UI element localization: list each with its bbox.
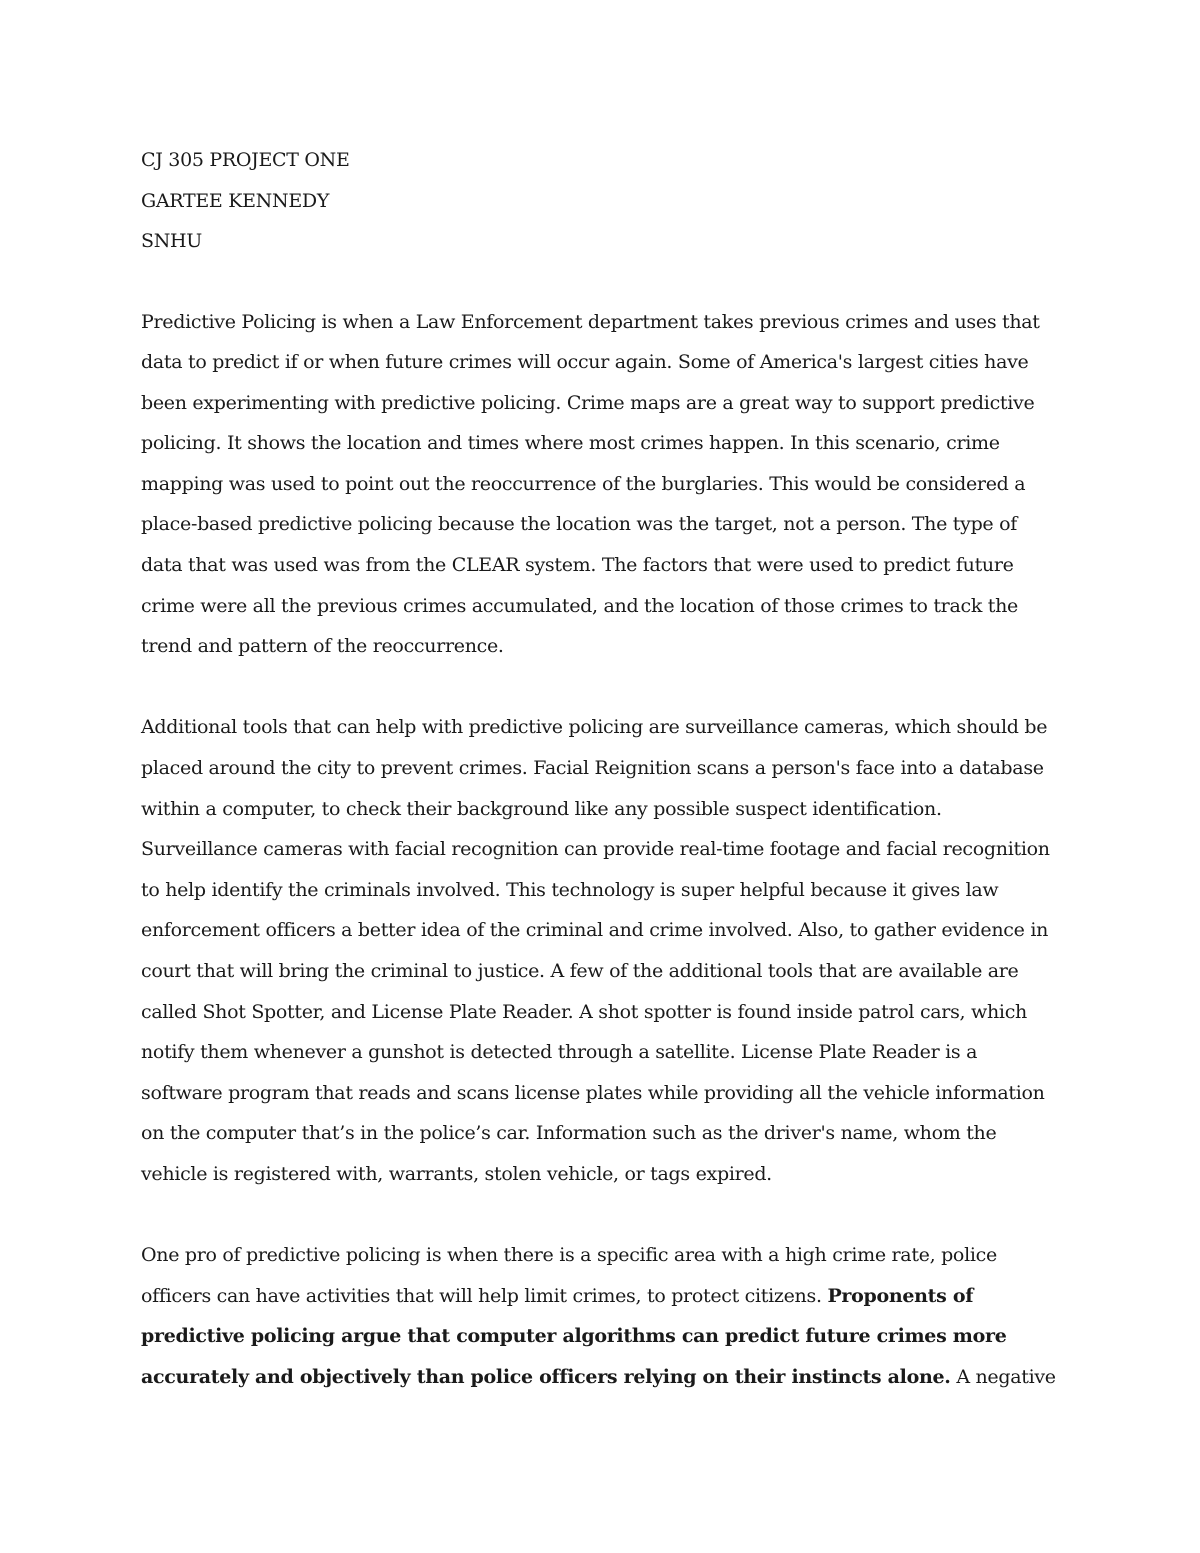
text-line: policing. It shows the location and times where most crimes happen. In this scenario, crime: [141, 432, 1000, 455]
author-name: GARTEE KENNEDY: [141, 189, 330, 212]
paragraph-predictive-policing: [141, 302, 1061, 667]
text-line: Additional tools that can help with predictive policing are surveillance cameras, which should be: [141, 716, 1048, 739]
text-line: on the computer that’s in the police’s car. Information such as the driver's name, whom the: [141, 1122, 997, 1145]
text-line: mapping was used to point out the reoccurrence of the burglaries. This would be considered a: [141, 472, 1026, 495]
text-line: data that was used was from the CLEAR system. The factors that were used to predict future: [141, 554, 1014, 577]
text-line: to help identify the criminals involved. This technology is super helpful because it gives law: [141, 878, 999, 901]
text-line: called Shot Spotter, and License Plate Reader. A shot spotter is found inside patrol cars, which: [141, 1000, 1027, 1023]
course-title: CJ 305 PROJECT ONE: [141, 149, 350, 171]
spacer: [141, 1195, 1061, 1236]
paragraph-pros-cons: [141, 1235, 1061, 1397]
text-line: enforcement officers a better idea of the criminal and crime involved. Also, to gather evidence in: [141, 919, 1049, 942]
text-line: Predictive Policing is when a Law Enforcement department takes previous crimes and uses that: [141, 310, 1040, 333]
text-line: placed around the city to prevent crimes. Facial Reignition scans a person's face into a database: [141, 757, 1044, 780]
text-bold: accurately and objectively than police officers relying on their instincts alone.: [141, 1365, 951, 1388]
text-normal: officers can have activities that will help limit crimes, to protect citizens.: [141, 1284, 828, 1307]
paragraph-additional-tools: [141, 707, 1061, 1194]
text-line: been experimenting with predictive policing. Crime maps are a great way to support predictive: [141, 391, 1035, 414]
text-line: [141, 1276, 1061, 1317]
text-line: place-based predictive policing because the location was the target, not a person. The type of: [141, 513, 1017, 536]
document-body: [141, 140, 1061, 1398]
text-line: notify them whenever a gunshot is detected through a satellite. License Plate Reader is a: [141, 1041, 978, 1064]
text-line: within a computer, to check their background like any possible suspect identification.: [141, 797, 942, 820]
text-line: One pro of predictive policing is when there is a specific area with a high crime rate, police: [141, 1244, 997, 1267]
spacer: [141, 667, 1061, 708]
text-line: [141, 1316, 1061, 1357]
text-line: data to predict if or when future crimes will occur again. Some of America's largest cities have: [141, 351, 1029, 374]
text-bold: Proponents of: [827, 1284, 974, 1307]
text-line: crime were all the previous crimes accumulated, and the location of those crimes to track the: [141, 594, 1019, 617]
text-line: Surveillance cameras with facial recognition can provide real-time footage and facial recognition: [141, 838, 1050, 861]
text-line: software program that reads and scans license plates while providing all the vehicle information: [141, 1081, 1045, 1104]
text-line: [141, 1357, 1061, 1398]
school-name: SNHU: [141, 230, 203, 252]
text-line: court that will bring the criminal to justice. A few of the additional tools that are available are: [141, 960, 1019, 982]
text-line: trend and pattern of the reoccurrence.: [141, 635, 504, 658]
text-bold: predictive policing argue that computer algorithms can predict future crimes more: [141, 1325, 1007, 1348]
text-line: vehicle is registered with, warrants, stolen vehicle, or tags expired.: [141, 1162, 772, 1185]
spacer: [141, 262, 1061, 302]
text-normal: A negative: [950, 1365, 1056, 1388]
